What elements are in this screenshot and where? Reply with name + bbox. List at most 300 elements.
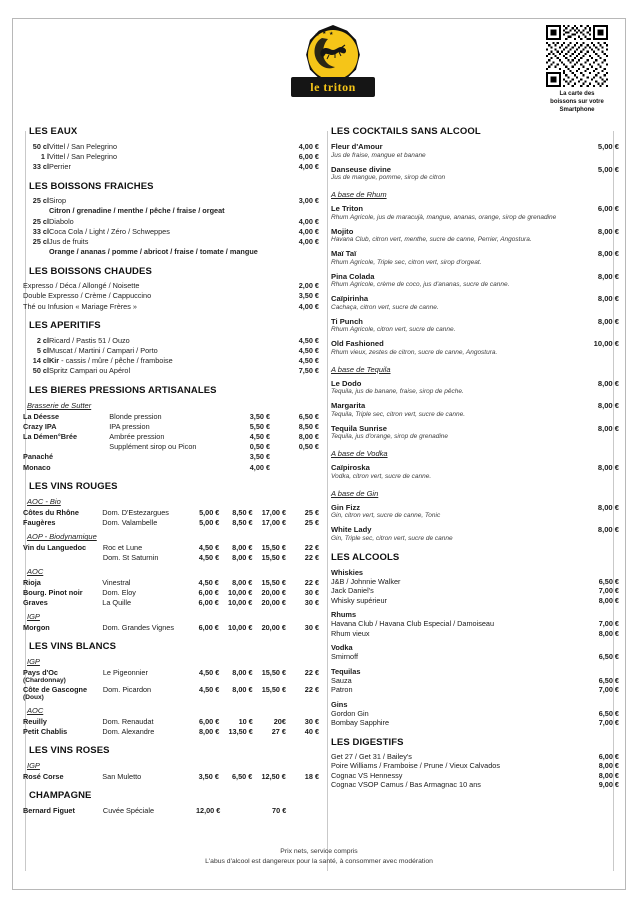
item-price: 4,00 €	[298, 226, 319, 236]
digestif-price: 8,00 €	[598, 770, 619, 780]
spirit-row	[331, 629, 619, 639]
digestif-price: 9,00 €	[598, 780, 619, 789]
menu-page	[12, 18, 626, 890]
digestif-name: Get 27 / Get 31 / Bailey's	[331, 751, 412, 761]
spirit-name: Bombay Sapphire	[331, 718, 390, 727]
wine-name: Morgon	[23, 622, 50, 632]
spirit-price: 6,50 €	[598, 708, 619, 718]
menu-item-row	[23, 161, 319, 171]
spirit-price: 6,50 €	[598, 675, 619, 685]
section-title-digestifs: LES DIGESTIFS	[331, 736, 404, 748]
brewery-label: Brasserie de Sutter	[27, 401, 92, 410]
wine-name: Petit Chablis	[23, 726, 68, 736]
cocktail-price: 8,00 €	[597, 423, 619, 433]
qr-caption	[537, 90, 617, 114]
wine-domain: Le Pigeonnier	[102, 667, 148, 677]
cocktail-name: Danseuse divine	[331, 164, 391, 174]
beer-type	[109, 452, 230, 462]
wine-price-glass: 12,00 €	[195, 805, 221, 815]
item-variants: Citron / grenadine / menthe / pêche / fraise / orgeat	[49, 206, 225, 216]
beer-name: Crazy IPA	[23, 421, 57, 431]
group-vins-rouges	[23, 497, 319, 632]
cocktail-name: White Lady	[331, 525, 372, 534]
item-name: Diabolo	[49, 216, 74, 226]
item-name: Muscat / Martini / Campari / Porto	[49, 346, 158, 356]
item-name: Thé ou Infusion « Mariage Frères »	[23, 301, 137, 311]
wine-domain: Dom. Renaudat	[102, 716, 154, 726]
item-price: 3,50 €	[298, 291, 319, 301]
logo-name-banner	[291, 77, 375, 97]
item-name: Spritz Campari ou Apérol	[49, 366, 131, 376]
table-wines	[23, 507, 319, 527]
group-vins-roses	[23, 761, 319, 781]
table-wines	[23, 542, 319, 562]
wine-price-bouteille: 30 €	[304, 587, 319, 597]
wine-domain: Dom. Alexandre	[102, 726, 155, 736]
wine-row	[23, 716, 319, 726]
table-eaux	[23, 141, 319, 172]
menu-item-row	[23, 345, 319, 355]
item-price: 3,00 €	[298, 196, 319, 206]
item-price: 7,50 €	[298, 366, 319, 376]
digestif-price: 8,00 €	[598, 761, 619, 770]
cocktail-price: 10,00 €	[593, 339, 619, 348]
wine-name: Vin du Languedoc	[23, 542, 87, 552]
cocktail-row	[331, 165, 619, 174]
qr-code-icon[interactable]	[546, 25, 608, 87]
section-title-vins-roses: LES VINS ROSES	[29, 745, 110, 757]
section-title-vins-rouges: LES VINS ROUGES	[29, 481, 118, 493]
cocktail-description: Rhum Agricole, jus de maracujà, mangue, ananas, orange, sirop de grenadine	[331, 213, 557, 221]
wine-name: Rosé Corse	[23, 771, 64, 781]
item-volume: 25 cl	[32, 196, 49, 206]
item-name: Sirop	[49, 196, 67, 206]
wine-domain: Dom. Picardon	[102, 684, 152, 694]
spirit-row	[331, 619, 619, 629]
spirit-group-label: Vodka	[331, 643, 353, 652]
cocktail-description: Rhum Agricole, citron vert, sucre de canne.	[331, 326, 456, 333]
wine-appellation-label: IGP	[27, 612, 40, 622]
table-bieres	[23, 411, 319, 472]
wine-row	[23, 587, 319, 597]
beer-price-small: 0,50 €	[249, 442, 271, 452]
cocktail-group-label: A base de Tequila	[331, 364, 391, 374]
wine-row	[23, 771, 319, 781]
wine-price-bouteille: 22 €	[304, 542, 319, 552]
wine-price-demi: 20€	[273, 716, 286, 726]
beer-price-large	[270, 452, 319, 462]
cocktail-price: 8,00 €	[597, 378, 619, 388]
cocktail-price: 8,00 €	[597, 525, 619, 534]
wine-price-bouteille: 25 €	[304, 507, 319, 517]
spirit-row	[331, 685, 619, 695]
wine-price-glass: 6,00 €	[198, 716, 220, 726]
wine-row	[23, 577, 319, 587]
logo-star-icon: ★	[315, 32, 320, 38]
beer-price-small: 4,00 €	[249, 462, 271, 472]
wine-domain: Dom. Eloy	[102, 587, 136, 597]
wine-price-glass: 3,50 €	[198, 771, 219, 781]
menu-item-row	[23, 247, 319, 257]
digestif-row	[331, 761, 619, 771]
cocktail-name: Fleur d'Amour	[331, 142, 383, 151]
spirit-price: 6,50 €	[598, 652, 619, 661]
wine-price-pichet: 8,00 €	[232, 667, 253, 677]
footer-line-prices: Prix nets, service compris	[280, 848, 358, 855]
footer-line-warning: L'abus d'alcool est dangereux pour la santé, à consommer avec modération	[205, 858, 433, 865]
menu-item-row	[23, 301, 319, 311]
table-aperitifs	[23, 335, 319, 376]
wine-price-pichet: 8,00 €	[232, 542, 253, 552]
item-variants: Orange / ananas / pomme / abricot / fraise / tomate / mangue	[49, 247, 258, 257]
table-wines	[23, 622, 319, 632]
wine-domain: Roc et Lune	[102, 542, 143, 552]
cocktail-name: Le Triton	[331, 204, 364, 213]
wine-price-pichet: 10,00 €	[228, 597, 253, 607]
spirit-price: 8,00 €	[598, 628, 619, 638]
section-title-eaux: LES EAUX	[29, 126, 78, 137]
wine-price-pichet: 13,50 €	[228, 726, 253, 736]
cocktail-group-label: A base de Rhum	[331, 190, 387, 199]
beer-row	[23, 431, 319, 441]
wine-name: Côtes du Rhône	[23, 507, 79, 517]
cocktail-description: Vodka, citron vert, sucre de canne.	[331, 472, 432, 480]
qr-caption-line: Smartphone	[559, 107, 595, 113]
wine-price-demi: 12,50 €	[261, 771, 286, 781]
wine-appellation-label: AOC	[27, 567, 44, 577]
wine-price-glass: 6,00 €	[198, 597, 219, 607]
cocktail-price: 8,00 €	[597, 249, 619, 258]
spirit-group-label: Gins	[331, 699, 348, 709]
digestif-row	[331, 752, 619, 762]
item-name: Ricard / Pastis 51 / Ouzo	[49, 335, 130, 345]
wine-price-demi: 15,50 €	[261, 577, 286, 587]
wine-price-demi: 27 €	[271, 726, 286, 736]
wine-domain: Dom. D'Estezargues	[102, 507, 169, 517]
beer-price-small: 5,50 €	[249, 421, 271, 431]
wine-price-glass: 4,50 €	[198, 542, 220, 552]
wine-price-glass: 6,00 €	[198, 622, 219, 632]
menu-column-left	[19, 117, 319, 815]
wine-price-glass: 5,00 €	[199, 517, 220, 527]
item-price: 4,00 €	[298, 141, 319, 151]
cocktail-description: Rhum vieux, zestes de citron, sucre de canne, Angostura.	[331, 348, 498, 356]
list-alcools	[331, 568, 619, 728]
wine-price-glass: 4,50 €	[199, 684, 220, 694]
item-name: Expresso / Déca / Allongé / Noisette	[23, 281, 140, 291]
wine-price-bouteille: 22 €	[304, 577, 319, 587]
menu-columns	[13, 117, 625, 815]
wine-price-bouteille: 25 €	[304, 517, 319, 527]
spirit-row	[331, 718, 619, 728]
wine-name: Rioja	[23, 577, 41, 587]
logo-star-icon: ★	[322, 30, 327, 36]
cocktail-price: 8,00 €	[597, 294, 619, 303]
menu-item-row	[23, 206, 319, 216]
item-volume	[23, 247, 49, 257]
spirit-name: Havana Club / Havana Club Especial / Damoiseau	[331, 619, 495, 628]
beer-type: Blonde pression	[109, 411, 162, 421]
beer-name	[23, 442, 109, 452]
spirit-row	[331, 676, 619, 686]
section-title-alcools: LES ALCOOLS	[331, 551, 400, 563]
cocktail-row	[331, 142, 619, 151]
section-title-cocktails-sans-alcool: LES COCKTAILS SANS ALCOOL	[331, 126, 481, 137]
menu-item-row	[23, 356, 319, 366]
cocktail-description: Rhum Agricole, Triple sec, citron vert, sirop d'orgeat.	[331, 258, 482, 266]
spirit-name: Sauza	[331, 675, 352, 685]
item-name: Vittel / San Pelegrino	[49, 141, 118, 151]
wine-price-demi: 15,50 €	[261, 542, 286, 552]
cocktail-row	[331, 503, 619, 512]
cocktail-name: Margarita	[331, 401, 366, 410]
beer-name: Panaché	[23, 452, 54, 462]
wine-price-pichet: 10,00 €	[228, 587, 253, 597]
item-volume: 33 cl	[32, 226, 49, 236]
cocktail-name: Caïpirinha	[331, 294, 369, 303]
cocktail-name: Ti Punch	[331, 316, 363, 326]
spirit-price: 7,00 €	[598, 718, 619, 727]
cocktail-row	[331, 401, 619, 410]
beer-price-large: 8,00 €	[298, 431, 319, 441]
cocktail-price: 8,00 €	[597, 401, 619, 410]
table-boissons-fraiches	[23, 196, 319, 257]
wine-price-demi: 15,50 €	[261, 667, 287, 677]
item-volume: 25 cl	[32, 236, 49, 246]
list-cocktail-groups	[331, 190, 619, 543]
wine-price-glass: 5,00 €	[199, 507, 220, 517]
logo-name-text: le triton	[310, 80, 356, 94]
cocktail-price: 8,00 €	[597, 226, 619, 236]
section-title-bieres: LES BIERES PRESSIONS ARTISANALES	[29, 385, 217, 396]
section-title-boissons-fraiches: LES BOISSONS FRAICHES	[29, 180, 154, 192]
wine-name: Côte de Gascogne (Doux)	[23, 684, 88, 701]
menu-item-row	[23, 226, 319, 236]
item-price: 4,00 €	[298, 216, 319, 226]
menu-item-row	[23, 141, 319, 151]
beer-type: IPA pression	[109, 421, 150, 431]
wine-row	[23, 726, 319, 736]
wine-price-demi: 20,00 €	[261, 587, 286, 597]
wine-price-bouteille: 22 €	[304, 667, 319, 677]
beer-price-small: 4,50 €	[249, 431, 271, 441]
cocktail-price: 8,00 €	[597, 271, 619, 281]
beer-type	[109, 462, 230, 472]
item-name: Coca Cola / Light / Zéro / Schweppes	[49, 226, 170, 236]
item-name: Perrier	[49, 161, 71, 171]
menu-item-row	[23, 196, 319, 206]
digestif-name: Cognac VS Hennessy	[331, 770, 403, 780]
wine-appellation-label: IGP	[27, 657, 40, 667]
cocktail-row	[331, 294, 619, 303]
cocktail-row	[331, 249, 619, 258]
beer-price-large: 6,50 €	[298, 411, 319, 421]
cocktail-description: Tequila, jus d'orange, sirop de grenadine	[331, 433, 448, 440]
cocktail-description: Rhum Agricole, crème de coco, jus d'ananas, sucre de canne.	[331, 281, 510, 288]
wine-price-glass: 4,50 €	[199, 667, 220, 677]
cocktail-description: Tequila, jus de banane, fraise, sirop de pêche.	[331, 388, 464, 395]
wine-row	[23, 684, 319, 701]
wine-price-demi: 17,00 €	[261, 507, 287, 517]
item-price: 2,00 €	[298, 281, 319, 291]
wine-price-bouteille: 30 €	[304, 622, 319, 632]
spirit-name: J&B / Johnnie Walker	[331, 576, 401, 586]
spirit-group-label: Whiskies	[331, 567, 364, 577]
cocktail-row	[331, 525, 619, 534]
cocktail-price: 8,00 €	[597, 502, 619, 512]
section-title-vins-blancs: LES VINS BLANCS	[29, 641, 117, 653]
wine-price-bouteille: 40 €	[304, 726, 319, 736]
wine-price-glass: 6,00 €	[198, 587, 219, 597]
wine-domain: Cuvée Spéciale	[102, 805, 155, 815]
wine-domain: Dom. St Saturnin	[102, 552, 159, 562]
wine-row	[23, 667, 319, 684]
wine-domain: Dom. Valambelle	[102, 517, 158, 527]
beer-name: La Démen°Brée	[23, 431, 78, 441]
menu-item-row	[23, 216, 319, 226]
menu-header	[13, 19, 625, 117]
digestif-name: Poire Williams / Framboise / Prune / Vieux Calvados	[331, 761, 500, 770]
wine-price-glass: 8,00 €	[198, 726, 220, 736]
wine-name: Faugères	[23, 517, 56, 527]
cocktail-price: 5,00 €	[597, 164, 619, 174]
cocktail-row	[331, 379, 619, 388]
spirit-name: Jack Daniel's	[331, 586, 374, 595]
spirit-price: 7,00 €	[598, 619, 619, 628]
item-volume: 1 l	[40, 151, 49, 161]
item-name: Jus de fruits	[49, 236, 89, 246]
wine-price-pichet: 6,50 €	[231, 771, 253, 781]
item-price: 4,00 €	[298, 301, 319, 311]
cocktail-name: Mojito	[331, 226, 354, 236]
wine-row	[23, 805, 319, 815]
spirit-group-label: Rhums	[331, 610, 357, 619]
spirit-row	[331, 577, 619, 587]
cocktail-description: Havana Club, citron vert, menthe, sucre de canne, Perrier, Angostura.	[331, 236, 532, 243]
cocktail-row	[331, 463, 619, 472]
beer-price-small: 3,50 €	[249, 452, 271, 462]
beer-row	[23, 462, 319, 472]
beer-price-large: 0,50 €	[298, 442, 319, 452]
table-wines	[23, 667, 319, 701]
wine-price-demi: 20,00 €	[261, 597, 286, 607]
wine-price-pichet: 8,50 €	[232, 517, 253, 527]
cocktail-group-label: A base de Gin	[331, 488, 379, 498]
wine-price-demi: 15,50 €	[261, 552, 286, 562]
wine-name: Bernard Figuet	[23, 805, 75, 815]
logo-star-icon: ★	[329, 31, 334, 37]
wine-price-demi: 20,00 €	[261, 622, 286, 632]
cocktail-description: Gin, citron vert, sucre de canne, Tonic	[331, 512, 441, 519]
wine-name: Pays d'Oc (Chardonnay)	[23, 667, 66, 684]
cocktail-name: Maï Taï	[331, 249, 357, 258]
table-wines	[23, 771, 319, 781]
cocktail-price: 5,00 €	[597, 142, 619, 151]
digestif-row	[331, 771, 619, 781]
spirit-row	[331, 652, 619, 662]
wine-price-pichet: 10,00 €	[228, 622, 253, 632]
cocktail-description: Cachaça, citron vert, sucre de canne.	[331, 303, 439, 311]
wine-row	[23, 542, 319, 552]
list-digestifs	[331, 752, 619, 790]
cocktail-row	[331, 317, 619, 326]
wine-price-extra	[286, 805, 319, 815]
wine-domain: La Quille	[102, 597, 132, 607]
item-volume: 2 cl	[36, 335, 49, 345]
wine-price-demi: 17,00 €	[261, 517, 287, 527]
qr-caption-line: boissons sur votre	[550, 99, 604, 105]
item-volume: 50 cl	[32, 141, 49, 151]
item-volume: 5 cl	[36, 346, 49, 356]
beer-price-large	[270, 462, 319, 472]
spirit-price: 7,00 €	[598, 685, 619, 694]
wine-price-bouteille: 30 €	[304, 716, 319, 726]
spirit-row	[331, 586, 619, 596]
item-volume: 50 cl	[32, 366, 49, 376]
item-name: Vittel / San Pelegrino	[49, 151, 118, 161]
wine-row	[23, 507, 319, 517]
menu-item-row	[23, 366, 319, 376]
spirit-price: 8,00 €	[598, 595, 619, 605]
digestif-name: Cognac VSOP Camus / Bas Armagnac 10 ans	[331, 780, 481, 789]
menu-item-row	[23, 291, 319, 301]
wine-name: Graves	[23, 597, 48, 607]
spirit-row	[331, 709, 619, 719]
cocktail-name: Tequila Sunrise	[331, 423, 387, 433]
cocktail-description: Jus de mangue, pomme, sirop de citron	[331, 174, 446, 181]
cocktail-name: Pina Colada	[331, 271, 375, 281]
wine-name	[23, 552, 103, 562]
wine-row	[23, 517, 319, 527]
table-champagne	[23, 805, 319, 815]
wine-name: Reuilly	[23, 716, 47, 726]
menu-item-row	[23, 236, 319, 246]
wine-price-bouteille: 22 €	[304, 552, 319, 562]
beer-type: Supplément sirop ou Picon	[109, 442, 197, 452]
beer-name: La Déesse	[23, 411, 60, 421]
cocktail-name: Gin Fizz	[331, 502, 361, 512]
wine-domain: Dom. Grandes Vignes	[102, 622, 174, 632]
item-price: 4,00 €	[298, 236, 319, 246]
beer-row	[23, 411, 319, 421]
spirit-price: 6,50 €	[598, 576, 619, 586]
cocktail-price: 8,00 €	[597, 463, 619, 472]
beer-row	[23, 421, 319, 431]
cocktail-description: Tequila, Triple sec, citron vert, sucre de canne.	[331, 410, 466, 418]
restaurant-logo	[291, 25, 375, 107]
table-wines	[23, 577, 319, 607]
cocktail-row	[331, 424, 619, 433]
menu-item-row	[23, 151, 319, 161]
beer-row	[23, 452, 319, 462]
wine-price-bouteille: 30 €	[304, 597, 319, 607]
wine-domain: Vinestral	[102, 577, 131, 587]
item-name: Kir - cassis / mûre / pêche / framboise	[49, 356, 173, 366]
qr-caption-line: La carte des	[559, 91, 595, 97]
beer-price-small: 3,50 €	[249, 411, 271, 421]
cocktail-name: Old Fashioned	[331, 339, 384, 348]
item-price: 6,00 €	[298, 151, 319, 161]
wine-name: Bourg. Pinot noir	[23, 587, 83, 597]
spirit-price: 7,00 €	[598, 586, 619, 595]
beer-row	[23, 442, 319, 452]
menu-item-row	[23, 281, 319, 291]
cocktail-row	[331, 339, 619, 348]
item-price: 4,00 €	[298, 161, 319, 171]
wine-price-glass: 4,50 €	[198, 577, 219, 587]
wine-row	[23, 552, 319, 562]
table-wines	[23, 716, 319, 736]
